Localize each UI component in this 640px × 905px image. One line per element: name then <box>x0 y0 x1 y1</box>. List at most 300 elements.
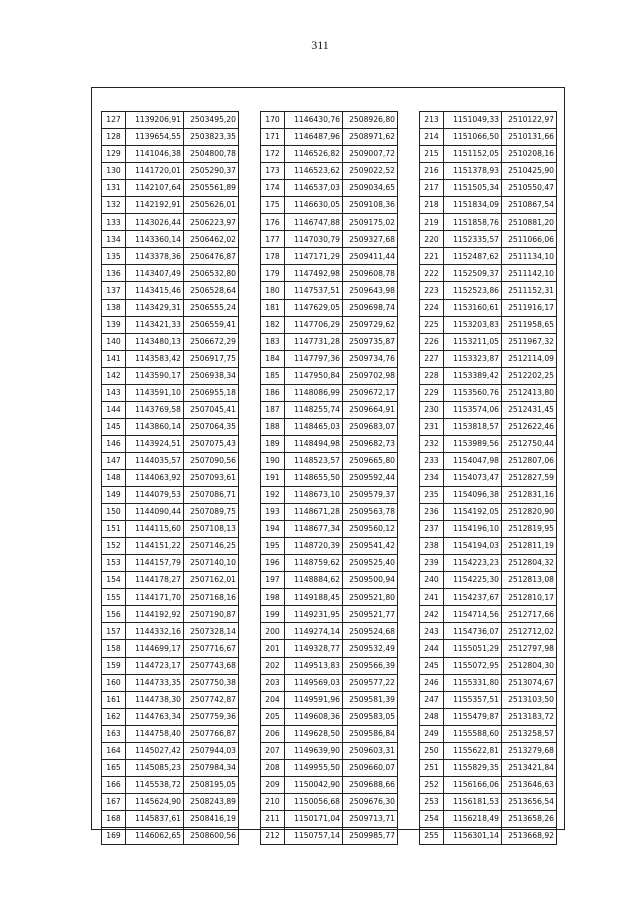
y-coordinate-cell: 2510425,90 <box>502 163 557 180</box>
y-coordinate-cell: 2512804,32 <box>502 555 557 572</box>
x-coordinate-cell: 1151378,93 <box>444 163 502 180</box>
x-coordinate-cell: 1154196,10 <box>444 521 502 538</box>
y-coordinate-cell: 2512810,17 <box>502 589 557 606</box>
point-number-cell: 146 <box>102 435 126 452</box>
x-coordinate-cell: 1143480,13 <box>126 333 184 350</box>
y-coordinate-cell: 2508416,19 <box>184 810 239 827</box>
point-number-cell: 140 <box>102 333 126 350</box>
point-number-cell: 190 <box>261 452 285 469</box>
x-coordinate-cell: 1151858,76 <box>444 214 502 231</box>
point-number-cell: 205 <box>261 708 285 725</box>
x-coordinate-cell: 1155051,29 <box>444 640 502 657</box>
point-number-cell: 186 <box>261 384 285 401</box>
point-number-cell: 161 <box>102 691 126 708</box>
table-row <box>420 657 557 674</box>
y-coordinate-cell: 2509664,91 <box>343 401 398 418</box>
x-coordinate-cell: 1153818,57 <box>444 418 502 435</box>
table-row <box>261 367 398 384</box>
table-row <box>420 589 557 606</box>
y-coordinate-cell: 2509643,98 <box>343 282 398 299</box>
table-row <box>261 487 398 504</box>
y-coordinate-cell: 2512813,08 <box>502 572 557 589</box>
x-coordinate-cell: 1143583,42 <box>126 350 184 367</box>
table-row <box>420 487 557 504</box>
table-row <box>102 708 239 725</box>
point-number-cell: 174 <box>261 180 285 197</box>
y-coordinate-cell: 2512819,95 <box>502 521 557 538</box>
y-coordinate-cell: 2507086,71 <box>184 487 239 504</box>
table-row <box>420 112 557 129</box>
x-coordinate-cell: 1143421,33 <box>126 316 184 333</box>
table-row <box>420 708 557 725</box>
table-row <box>261 759 398 776</box>
x-coordinate-cell: 1141720,01 <box>126 163 184 180</box>
point-number-cell: 198 <box>261 589 285 606</box>
x-coordinate-cell: 1144171,70 <box>126 589 184 606</box>
x-coordinate-cell: 1144733,35 <box>126 674 184 691</box>
coordinate-table-2 <box>260 111 398 845</box>
point-number-cell: 220 <box>420 231 444 248</box>
y-coordinate-cell: 2510122,97 <box>502 112 557 129</box>
y-coordinate-cell: 2513103,50 <box>502 691 557 708</box>
y-coordinate-cell: 2507093,61 <box>184 469 239 486</box>
y-coordinate-cell: 2511142,10 <box>502 265 557 282</box>
x-coordinate-cell: 1152487,62 <box>444 248 502 265</box>
point-number-cell: 135 <box>102 248 126 265</box>
y-coordinate-cell: 2508195,05 <box>184 776 239 793</box>
point-number-cell: 133 <box>102 214 126 231</box>
point-number-cell: 210 <box>261 793 285 810</box>
point-number-cell: 204 <box>261 691 285 708</box>
point-number-cell: 255 <box>420 827 444 844</box>
table-row <box>102 810 239 827</box>
table-row <box>102 742 239 759</box>
point-number-cell: 139 <box>102 316 126 333</box>
x-coordinate-cell: 1148465,03 <box>285 418 343 435</box>
point-number-cell: 218 <box>420 197 444 214</box>
x-coordinate-cell: 1144079,53 <box>126 487 184 504</box>
y-coordinate-cell: 2512413,80 <box>502 384 557 401</box>
y-coordinate-cell: 2509579,37 <box>343 487 398 504</box>
x-coordinate-cell: 1146430,76 <box>285 112 343 129</box>
table-row <box>261 197 398 214</box>
y-coordinate-cell: 2506672,29 <box>184 333 239 350</box>
table-row <box>420 793 557 810</box>
point-number-cell: 247 <box>420 691 444 708</box>
x-coordinate-cell: 1148255,74 <box>285 401 343 418</box>
y-coordinate-cell: 2511916,17 <box>502 299 557 316</box>
table-row <box>261 112 398 129</box>
x-coordinate-cell: 1144115,60 <box>126 521 184 538</box>
x-coordinate-cell: 1145027,42 <box>126 742 184 759</box>
table-row <box>261 214 398 231</box>
table-row <box>420 674 557 691</box>
point-number-cell: 253 <box>420 793 444 810</box>
x-coordinate-cell: 1149328,77 <box>285 640 343 657</box>
table-row <box>261 435 398 452</box>
y-coordinate-cell: 2513183,72 <box>502 708 557 725</box>
y-coordinate-cell: 2513658,26 <box>502 810 557 827</box>
table-row <box>420 452 557 469</box>
point-number-cell: 132 <box>102 197 126 214</box>
table-row <box>420 418 557 435</box>
x-coordinate-cell: 1143407,49 <box>126 265 184 282</box>
x-coordinate-cell: 1144723,17 <box>126 657 184 674</box>
point-number-cell: 150 <box>102 504 126 521</box>
table-row <box>420 810 557 827</box>
x-coordinate-cell: 1151066,50 <box>444 129 502 146</box>
x-coordinate-cell: 1144151,22 <box>126 538 184 555</box>
y-coordinate-cell: 2509676,30 <box>343 793 398 810</box>
point-number-cell: 143 <box>102 384 126 401</box>
point-number-cell: 177 <box>261 231 285 248</box>
table-row <box>261 810 398 827</box>
point-number-cell: 184 <box>261 350 285 367</box>
point-number-cell: 172 <box>261 146 285 163</box>
table-row <box>420 282 557 299</box>
y-coordinate-cell: 2513656,54 <box>502 793 557 810</box>
y-coordinate-cell: 2509521,80 <box>343 589 398 606</box>
point-number-cell: 228 <box>420 367 444 384</box>
x-coordinate-cell: 1147950,84 <box>285 367 343 384</box>
x-coordinate-cell: 1153160,61 <box>444 299 502 316</box>
point-number-cell: 144 <box>102 401 126 418</box>
table-row <box>102 776 239 793</box>
point-number-cell: 215 <box>420 146 444 163</box>
table-row <box>261 333 398 350</box>
x-coordinate-cell: 1147030,79 <box>285 231 343 248</box>
table-row <box>102 759 239 776</box>
point-number-cell: 249 <box>420 725 444 742</box>
table-row <box>261 657 398 674</box>
y-coordinate-cell: 2507162,01 <box>184 572 239 589</box>
table-row <box>102 435 239 452</box>
table-row <box>102 572 239 589</box>
point-number-cell: 195 <box>261 538 285 555</box>
y-coordinate-cell: 2509022,52 <box>343 163 398 180</box>
x-coordinate-cell: 1149231,95 <box>285 606 343 623</box>
y-coordinate-cell: 2512622,46 <box>502 418 557 435</box>
point-number-cell: 243 <box>420 623 444 640</box>
point-number-cell: 142 <box>102 367 126 384</box>
y-coordinate-cell: 2510867,54 <box>502 197 557 214</box>
point-number-cell: 206 <box>261 725 285 742</box>
x-coordinate-cell: 1148655,50 <box>285 469 343 486</box>
point-number-cell: 197 <box>261 572 285 589</box>
point-number-cell: 211 <box>261 810 285 827</box>
y-coordinate-cell: 2507075,43 <box>184 435 239 452</box>
x-coordinate-cell: 1151152,05 <box>444 146 502 163</box>
table-row <box>102 725 239 742</box>
y-coordinate-cell: 2506462,02 <box>184 231 239 248</box>
table-row <box>420 146 557 163</box>
table-row <box>420 333 557 350</box>
table-row <box>261 555 398 572</box>
table-row <box>261 231 398 248</box>
y-coordinate-cell: 2509665,80 <box>343 452 398 469</box>
point-number-cell: 224 <box>420 299 444 316</box>
table-row <box>261 538 398 555</box>
point-number-cell: 245 <box>420 657 444 674</box>
x-coordinate-cell: 1145837,61 <box>126 810 184 827</box>
point-number-cell: 145 <box>102 418 126 435</box>
table-row <box>102 674 239 691</box>
point-number-cell: 156 <box>102 606 126 623</box>
table-row <box>261 282 398 299</box>
point-number-cell: 238 <box>420 538 444 555</box>
point-number-cell: 159 <box>102 657 126 674</box>
point-number-cell: 180 <box>261 282 285 299</box>
y-coordinate-cell: 2506938,34 <box>184 367 239 384</box>
y-coordinate-cell: 2512797,98 <box>502 640 557 657</box>
table-row <box>420 742 557 759</box>
x-coordinate-cell: 1143378,36 <box>126 248 184 265</box>
point-number-cell: 188 <box>261 418 285 435</box>
y-coordinate-cell: 2513258,57 <box>502 725 557 742</box>
table-row <box>102 623 239 640</box>
y-coordinate-cell: 2507742,87 <box>184 691 239 708</box>
table-row <box>420 214 557 231</box>
x-coordinate-cell: 1141046,38 <box>126 146 184 163</box>
x-coordinate-cell: 1152509,37 <box>444 265 502 282</box>
point-number-cell: 231 <box>420 418 444 435</box>
table-row <box>261 418 398 435</box>
table-row <box>420 572 557 589</box>
y-coordinate-cell: 2513279,68 <box>502 742 557 759</box>
x-coordinate-cell: 1151505,34 <box>444 180 502 197</box>
point-number-cell: 193 <box>261 504 285 521</box>
x-coordinate-cell: 1144763,34 <box>126 708 184 725</box>
point-number-cell: 252 <box>420 776 444 793</box>
table-row <box>420 367 557 384</box>
y-coordinate-cell: 2507146,25 <box>184 538 239 555</box>
point-number-cell: 217 <box>420 180 444 197</box>
y-coordinate-cell: 2507766,87 <box>184 725 239 742</box>
x-coordinate-cell: 1154073,47 <box>444 469 502 486</box>
y-coordinate-cell: 2507984,34 <box>184 759 239 776</box>
y-coordinate-cell: 2509603,31 <box>343 742 398 759</box>
table-row <box>420 231 557 248</box>
y-coordinate-cell: 2508971,62 <box>343 129 398 146</box>
y-coordinate-cell: 2512202,25 <box>502 367 557 384</box>
x-coordinate-cell: 1148671,28 <box>285 504 343 521</box>
x-coordinate-cell: 1146630,05 <box>285 197 343 214</box>
table-row <box>261 265 398 282</box>
table-row <box>261 129 398 146</box>
table-row <box>261 248 398 265</box>
y-coordinate-cell: 2513074,67 <box>502 674 557 691</box>
table-row <box>261 350 398 367</box>
table-row <box>420 316 557 333</box>
table-row <box>261 827 398 844</box>
y-coordinate-cell: 2509735,87 <box>343 333 398 350</box>
x-coordinate-cell: 1155829,35 <box>444 759 502 776</box>
y-coordinate-cell: 2509007,72 <box>343 146 398 163</box>
table-row <box>102 657 239 674</box>
point-number-cell: 134 <box>102 231 126 248</box>
y-coordinate-cell: 2507140,10 <box>184 555 239 572</box>
x-coordinate-cell: 1145624,90 <box>126 793 184 810</box>
y-coordinate-cell: 2507108,13 <box>184 521 239 538</box>
x-coordinate-cell: 1139206,91 <box>126 112 184 129</box>
point-number-cell: 199 <box>261 606 285 623</box>
point-number-cell: 225 <box>420 316 444 333</box>
x-coordinate-cell: 1155588,60 <box>444 725 502 742</box>
y-coordinate-cell: 2509702,98 <box>343 367 398 384</box>
x-coordinate-cell: 1149274,14 <box>285 623 343 640</box>
table-row <box>102 129 239 146</box>
x-coordinate-cell: 1148720,39 <box>285 538 343 555</box>
y-coordinate-cell: 2509734,76 <box>343 350 398 367</box>
table-row <box>420 776 557 793</box>
table-row <box>261 708 398 725</box>
x-coordinate-cell: 1149513,83 <box>285 657 343 674</box>
x-coordinate-cell: 1148086,99 <box>285 384 343 401</box>
x-coordinate-cell: 1143415,46 <box>126 282 184 299</box>
y-coordinate-cell: 2512717,66 <box>502 606 557 623</box>
coordinate-table-3 <box>419 111 557 845</box>
x-coordinate-cell: 1152523,86 <box>444 282 502 299</box>
point-number-cell: 155 <box>102 589 126 606</box>
point-number-cell: 178 <box>261 248 285 265</box>
x-coordinate-cell: 1146537,03 <box>285 180 343 197</box>
point-number-cell: 200 <box>261 623 285 640</box>
x-coordinate-cell: 1142107,64 <box>126 180 184 197</box>
x-coordinate-cell: 1154047,98 <box>444 452 502 469</box>
x-coordinate-cell: 1143590,17 <box>126 367 184 384</box>
table-row <box>420 265 557 282</box>
point-number-cell: 136 <box>102 265 126 282</box>
x-coordinate-cell: 1147537,51 <box>285 282 343 299</box>
y-coordinate-cell: 2510208,16 <box>502 146 557 163</box>
table-row <box>102 384 239 401</box>
point-number-cell: 208 <box>261 759 285 776</box>
point-number-cell: 149 <box>102 487 126 504</box>
point-number-cell: 138 <box>102 299 126 316</box>
x-coordinate-cell: 1153389,42 <box>444 367 502 384</box>
table-row <box>102 112 239 129</box>
x-coordinate-cell: 1148673,10 <box>285 487 343 504</box>
table-row <box>102 606 239 623</box>
y-coordinate-cell: 2509525,40 <box>343 555 398 572</box>
point-number-cell: 234 <box>420 469 444 486</box>
x-coordinate-cell: 1150171,04 <box>285 810 343 827</box>
x-coordinate-cell: 1147629,05 <box>285 299 343 316</box>
x-coordinate-cell: 1143924,51 <box>126 435 184 452</box>
point-number-cell: 246 <box>420 674 444 691</box>
table-row <box>420 725 557 742</box>
table-row <box>102 367 239 384</box>
point-number-cell: 137 <box>102 282 126 299</box>
y-coordinate-cell: 2508243,89 <box>184 793 239 810</box>
point-number-cell: 187 <box>261 401 285 418</box>
x-coordinate-cell: 1149188,45 <box>285 589 343 606</box>
y-coordinate-cell: 2511134,10 <box>502 248 557 265</box>
table-row <box>102 214 239 231</box>
table-row <box>420 555 557 572</box>
point-number-cell: 230 <box>420 401 444 418</box>
x-coordinate-cell: 1154237,67 <box>444 589 502 606</box>
y-coordinate-cell: 2509411,44 <box>343 248 398 265</box>
table-row <box>420 827 557 844</box>
point-number-cell: 244 <box>420 640 444 657</box>
point-number-cell: 129 <box>102 146 126 163</box>
x-coordinate-cell: 1153574,06 <box>444 401 502 418</box>
y-coordinate-cell: 2506955,18 <box>184 384 239 401</box>
point-number-cell: 202 <box>261 657 285 674</box>
y-coordinate-cell: 2512750,44 <box>502 435 557 452</box>
point-number-cell: 219 <box>420 214 444 231</box>
x-coordinate-cell: 1153989,56 <box>444 435 502 452</box>
point-number-cell: 214 <box>420 129 444 146</box>
x-coordinate-cell: 1148494,98 <box>285 435 343 452</box>
x-coordinate-cell: 1148884,62 <box>285 572 343 589</box>
x-coordinate-cell: 1151049,33 <box>444 112 502 129</box>
y-coordinate-cell: 2510881,20 <box>502 214 557 231</box>
point-number-cell: 131 <box>102 180 126 197</box>
point-number-cell: 251 <box>420 759 444 776</box>
table-row <box>102 691 239 708</box>
x-coordinate-cell: 1154223,23 <box>444 555 502 572</box>
table-row <box>102 316 239 333</box>
point-number-cell: 179 <box>261 265 285 282</box>
table-row <box>102 248 239 265</box>
table-row <box>102 521 239 538</box>
x-coordinate-cell: 1144192,92 <box>126 606 184 623</box>
point-number-cell: 209 <box>261 776 285 793</box>
y-coordinate-cell: 2512431,45 <box>502 401 557 418</box>
x-coordinate-cell: 1144332,16 <box>126 623 184 640</box>
y-coordinate-cell: 2509581,39 <box>343 691 398 708</box>
point-number-cell: 237 <box>420 521 444 538</box>
table-row <box>261 572 398 589</box>
y-coordinate-cell: 2512827,59 <box>502 469 557 486</box>
x-coordinate-cell: 1149639,90 <box>285 742 343 759</box>
point-number-cell: 166 <box>102 776 126 793</box>
y-coordinate-cell: 2510550,47 <box>502 180 557 197</box>
point-number-cell: 203 <box>261 674 285 691</box>
table-row <box>420 640 557 657</box>
y-coordinate-cell: 2510131,66 <box>502 129 557 146</box>
y-coordinate-cell: 2507743,68 <box>184 657 239 674</box>
x-coordinate-cell: 1149608,36 <box>285 708 343 725</box>
table-row <box>102 350 239 367</box>
point-number-cell: 164 <box>102 742 126 759</box>
y-coordinate-cell: 2507944,03 <box>184 742 239 759</box>
y-coordinate-cell: 2512811,19 <box>502 538 557 555</box>
x-coordinate-cell: 1144157,79 <box>126 555 184 572</box>
point-number-cell: 235 <box>420 487 444 504</box>
table-row <box>420 691 557 708</box>
point-number-cell: 169 <box>102 827 126 844</box>
x-coordinate-cell: 1143360,14 <box>126 231 184 248</box>
table-row <box>261 776 398 793</box>
point-number-cell: 242 <box>420 606 444 623</box>
y-coordinate-cell: 2509175,02 <box>343 214 398 231</box>
table-row <box>102 640 239 657</box>
point-number-cell: 153 <box>102 555 126 572</box>
point-number-cell: 229 <box>420 384 444 401</box>
y-coordinate-cell: 2506528,64 <box>184 282 239 299</box>
table-row <box>102 146 239 163</box>
y-coordinate-cell: 2509682,73 <box>343 435 398 452</box>
y-coordinate-cell: 2512712,02 <box>502 623 557 640</box>
x-coordinate-cell: 1146062,65 <box>126 827 184 844</box>
point-number-cell: 181 <box>261 299 285 316</box>
y-coordinate-cell: 2506476,87 <box>184 248 239 265</box>
y-coordinate-cell: 2506555,24 <box>184 299 239 316</box>
point-number-cell: 148 <box>102 469 126 486</box>
